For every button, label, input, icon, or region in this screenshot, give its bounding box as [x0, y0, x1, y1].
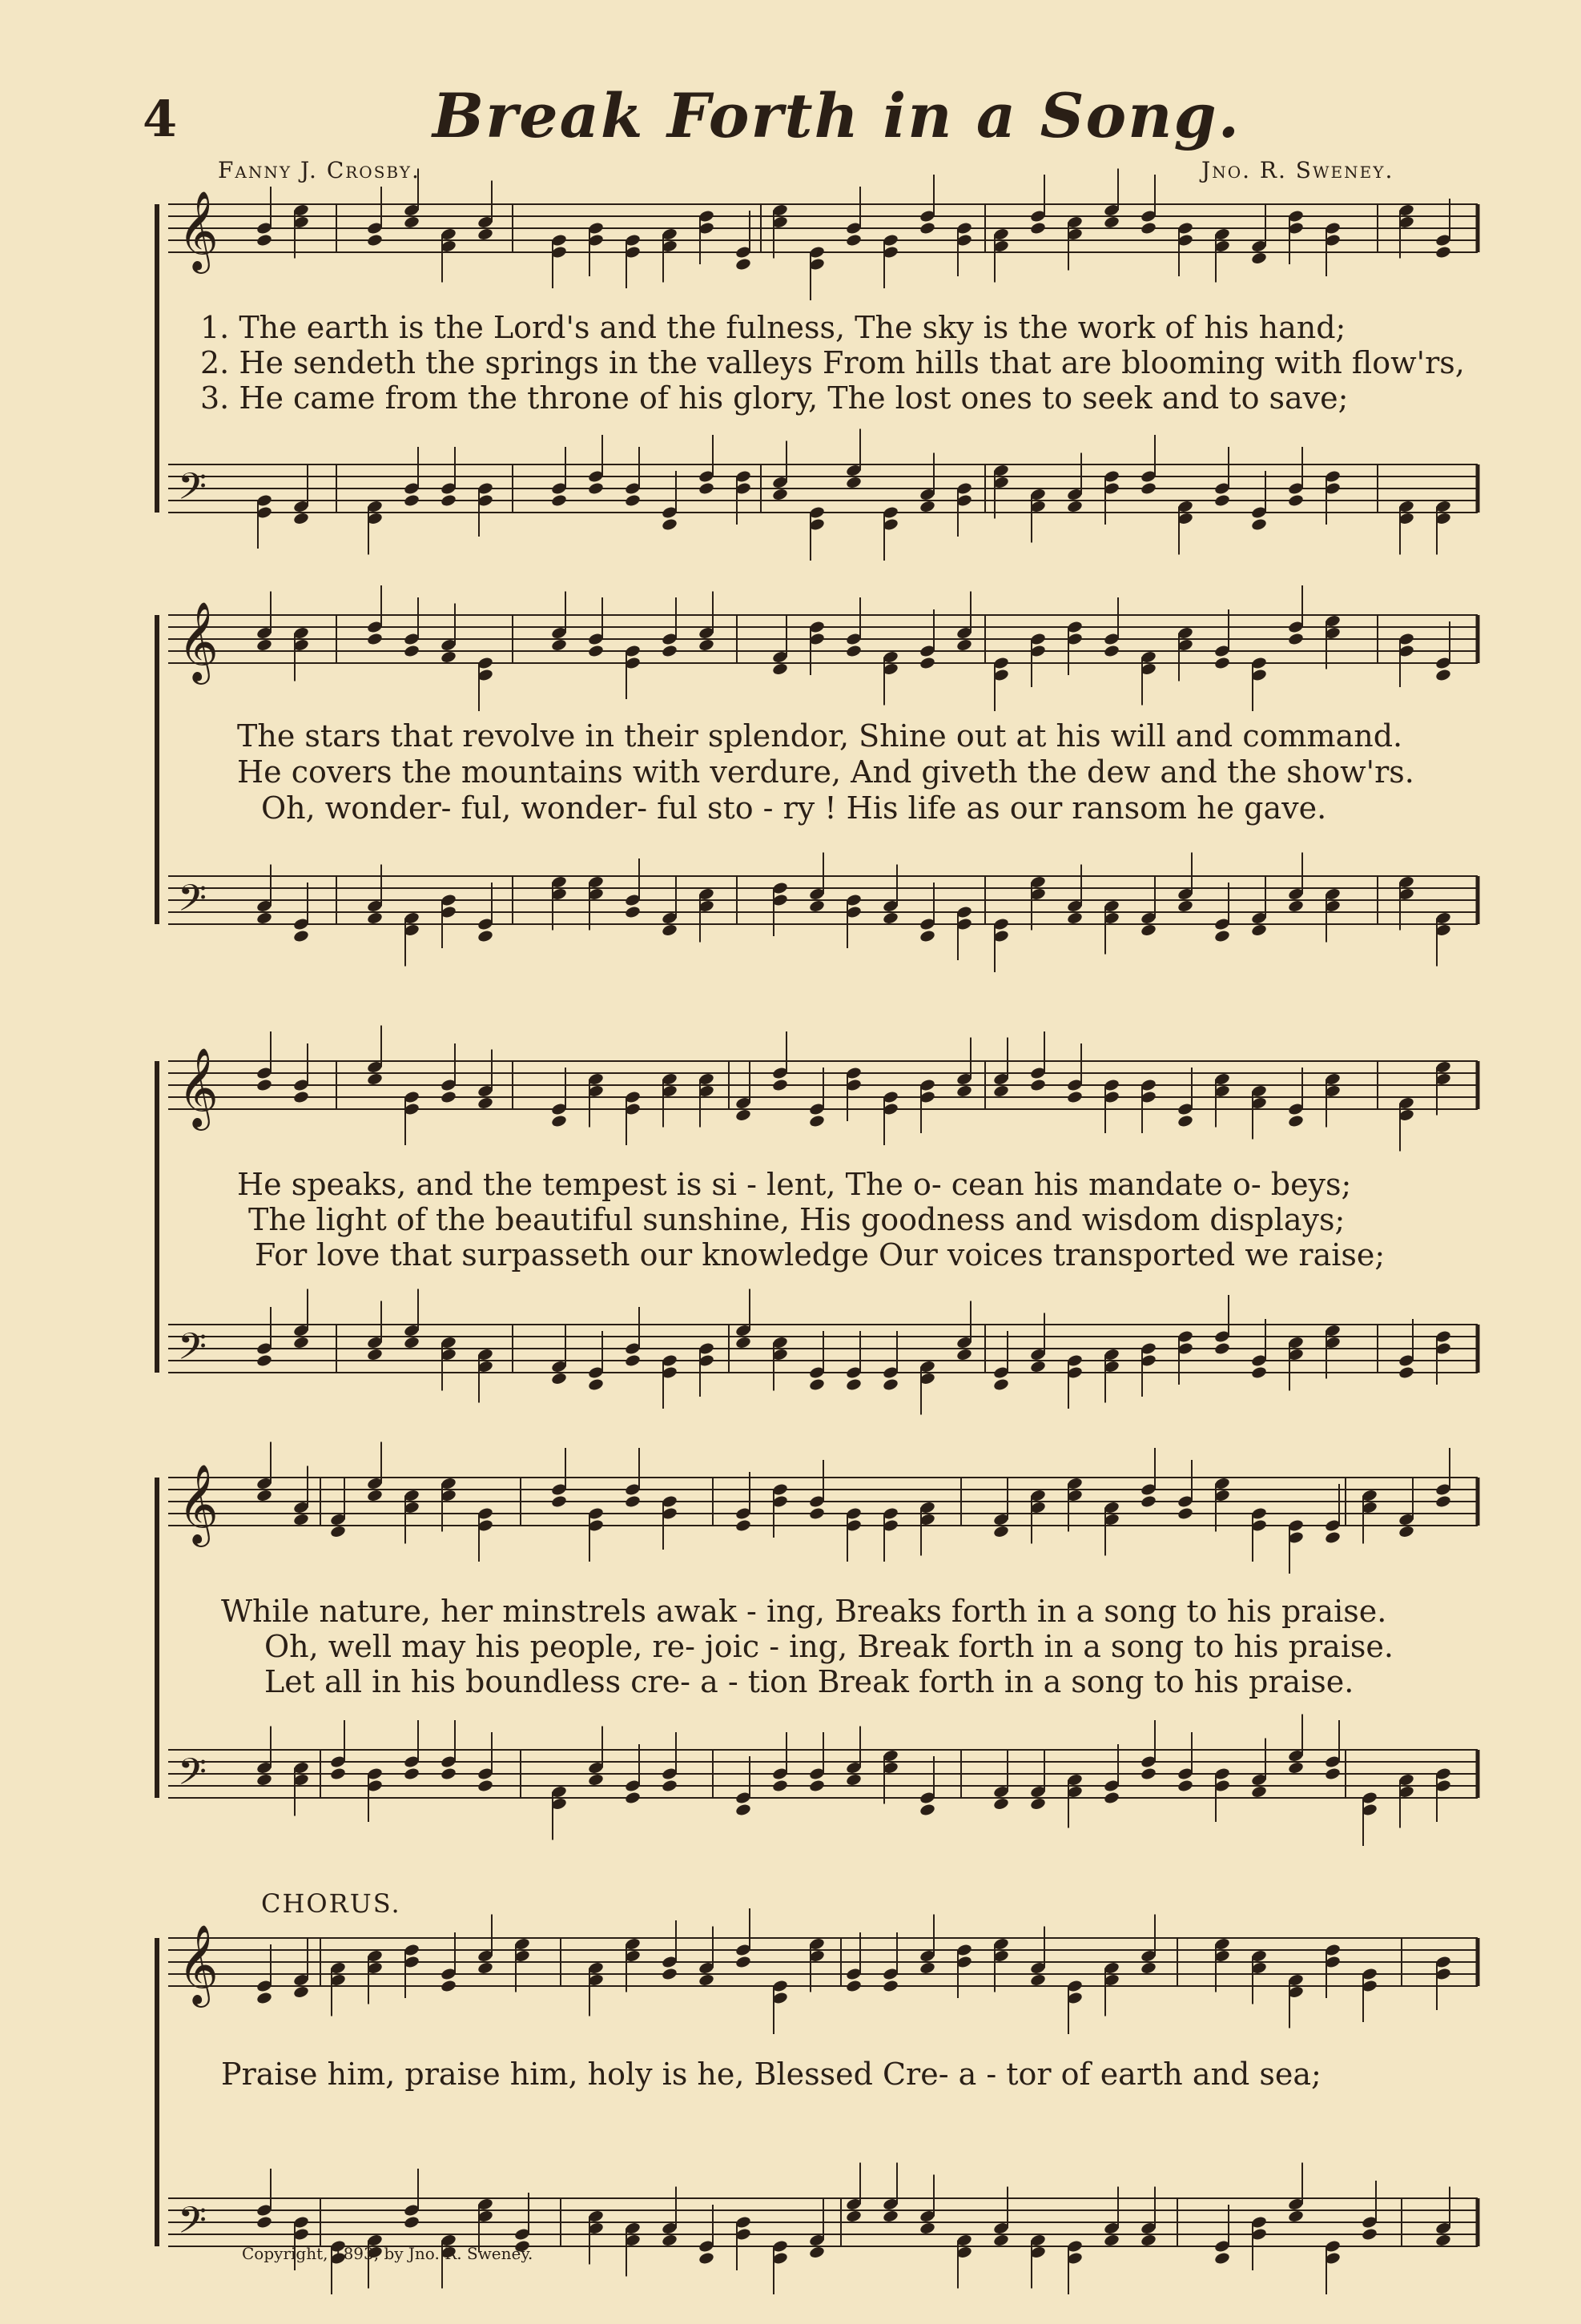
note-head — [771, 662, 788, 676]
note-head — [698, 481, 714, 495]
note-head — [955, 638, 972, 652]
note-head — [1177, 1779, 1193, 1792]
note-head — [1434, 245, 1451, 259]
note-head — [1434, 668, 1451, 682]
note-head — [882, 2209, 899, 2223]
note-head — [1398, 1525, 1414, 1538]
note-head — [845, 644, 862, 657]
note-head — [1287, 632, 1304, 645]
treble-clef: 𝄞 — [178, 1464, 219, 1544]
note-head — [624, 1494, 641, 1508]
note-head — [1250, 1785, 1267, 1799]
note-head — [919, 656, 935, 669]
note-head — [845, 1773, 862, 1787]
note-head — [1140, 481, 1157, 495]
note-head — [440, 1979, 457, 1992]
bass-clef: 𝄢 — [178, 877, 207, 929]
note-head — [624, 1791, 641, 1804]
note-head — [1177, 899, 1193, 913]
bass-clef: 𝄢 — [178, 465, 207, 517]
note-head — [992, 1377, 1009, 1391]
stanza-system-1-line-2: 2. He sendeth the springs in the valleys From hills that are blooming with flow'rs, — [200, 345, 1465, 380]
treble-clef: 𝄞 — [178, 601, 219, 682]
note-head — [477, 227, 493, 241]
note-head — [1287, 1761, 1304, 1775]
page-number: 4 — [143, 90, 178, 148]
note-head — [329, 1525, 346, 1538]
note-head — [734, 1803, 751, 1816]
note-head — [1140, 923, 1157, 937]
note-head — [1103, 2234, 1120, 2247]
note-head — [292, 929, 309, 943]
note-head — [1140, 221, 1157, 235]
note-head — [624, 905, 641, 919]
note-head — [587, 481, 604, 495]
note-head — [734, 1108, 751, 1122]
note-head — [661, 644, 678, 657]
note-head — [366, 632, 383, 645]
note-head — [292, 1090, 309, 1104]
note-head — [403, 493, 420, 507]
note-head — [771, 488, 788, 501]
note-head — [550, 493, 567, 507]
note-head — [403, 644, 420, 657]
note-head — [698, 1973, 714, 1987]
note-head — [771, 1078, 788, 1092]
treble-clef: 𝄞 — [178, 191, 219, 271]
note-head — [771, 1779, 788, 1792]
note-head — [1177, 1506, 1193, 1520]
note-head — [255, 1773, 272, 1787]
note-head — [734, 1955, 751, 1968]
note-head — [366, 911, 383, 925]
note-head — [919, 500, 935, 513]
note-head — [992, 2234, 1009, 2247]
note-head — [661, 2234, 678, 2247]
note-head — [292, 1985, 309, 1999]
note-head — [624, 493, 641, 507]
note-head — [477, 1961, 493, 1975]
note-head — [440, 493, 457, 507]
note-head — [1103, 215, 1120, 229]
note-head — [1434, 2234, 1451, 2247]
stanza-system-3-line-3: For love that surpasseth our knowledge Our voices transported we raise; — [255, 1237, 1386, 1273]
note-head — [992, 1525, 1009, 1538]
note-head — [661, 1967, 678, 1980]
note-head — [955, 1348, 972, 1361]
lyricist: Fanny J. Crosby. — [218, 157, 420, 183]
note-head — [808, 1506, 825, 1520]
note-head — [1140, 2234, 1157, 2247]
stanza-system-2-line-2: He covers the mountains with verdure, And giveth the dew and the show'rs. — [237, 754, 1414, 790]
treble-clef: 𝄞 — [178, 1924, 219, 2004]
note-head — [1287, 493, 1304, 507]
note-head — [808, 1114, 825, 1128]
note-head — [1066, 500, 1083, 513]
note-head — [550, 1114, 567, 1128]
note-head — [255, 1991, 272, 2004]
note-head — [1250, 251, 1267, 265]
note-head — [882, 1979, 899, 1992]
note-head — [440, 1090, 457, 1104]
note-head — [1324, 1530, 1341, 1544]
note-head — [550, 1372, 567, 1385]
note-head — [292, 512, 309, 525]
note-head — [1434, 1494, 1451, 1508]
note-head — [440, 650, 457, 664]
note-head — [808, 1377, 825, 1391]
note-head — [403, 2215, 420, 2229]
note-head — [734, 1336, 751, 1349]
note-head — [366, 1489, 383, 1502]
note-head — [1213, 656, 1230, 669]
note-head — [366, 1348, 383, 1361]
note-head — [255, 638, 272, 652]
note-head — [587, 1377, 604, 1391]
note-head — [1250, 923, 1267, 937]
note-head — [698, 2251, 714, 2265]
note-head — [1029, 221, 1046, 235]
note-head — [366, 233, 383, 247]
note-head — [550, 1494, 567, 1508]
note-head — [1250, 1365, 1267, 1379]
note-head — [1250, 517, 1267, 531]
note-head — [919, 221, 935, 235]
note-head — [1029, 1078, 1046, 1092]
note-head — [403, 1767, 420, 1780]
note-head — [403, 215, 420, 229]
note-head — [1287, 2209, 1304, 2223]
note-head — [1324, 1767, 1341, 1780]
note-head — [1029, 1973, 1046, 1987]
note-head — [734, 1518, 751, 1532]
note-head — [1140, 1494, 1157, 1508]
hymn-title: Break Forth in a Song. — [432, 80, 1241, 151]
note-head — [882, 911, 899, 925]
stanza-system-4-line-2: Oh, well may his people, re- joic - ing, Break forth in a song to his praise. — [264, 1629, 1394, 1664]
note-head — [845, 1979, 862, 1992]
note-head — [477, 1779, 493, 1792]
note-head — [329, 1767, 346, 1780]
note-head — [808, 1779, 825, 1792]
note-head — [292, 1336, 309, 1349]
copyright-notice: Copyright, 1893, by Jno. R. Sweney. — [242, 2244, 533, 2263]
note-head — [1029, 1797, 1046, 1811]
note-head — [255, 1353, 272, 1367]
note-head — [587, 1773, 604, 1787]
note-head — [1213, 929, 1230, 943]
note-head — [919, 929, 935, 943]
note-head — [255, 233, 272, 247]
note-head — [734, 257, 751, 271]
note-head — [255, 2215, 272, 2229]
note-head — [1398, 1365, 1414, 1379]
note-head — [1287, 899, 1304, 913]
note-head — [587, 644, 604, 657]
note-head — [1213, 1341, 1230, 1355]
note-head — [255, 911, 272, 925]
note-head — [477, 1096, 493, 1110]
note-head — [292, 1513, 309, 1526]
note-head — [440, 1767, 457, 1780]
note-head — [661, 517, 678, 531]
note-head — [550, 638, 567, 652]
stanza-system-1-line-3: 3. He came from the throne of his glory, The lost ones to seek and to save; — [200, 380, 1349, 416]
chorus-label: CHORUS. — [261, 1888, 401, 1919]
note-head — [366, 1072, 383, 1086]
note-head — [919, 1803, 935, 1816]
note-head — [1140, 1767, 1157, 1780]
composer: Jno. R. Sweney. — [1201, 157, 1394, 183]
note-head — [1066, 911, 1083, 925]
note-head — [808, 2246, 825, 2259]
stanza-system-3-line-1: He speaks, and the tempest is si - lent, The o- cean his mandate o- beys; — [237, 1167, 1352, 1202]
bass-clef: 𝄢 — [178, 2199, 207, 2251]
note-head — [845, 1377, 862, 1391]
note-head — [882, 1377, 899, 1391]
note-head — [255, 1078, 272, 1092]
bass-clef: 𝄢 — [178, 1325, 207, 1377]
note-head — [845, 476, 862, 489]
stanza-system-2-line-1: The stars that revolve in their splendor, Shine out at his will and command. — [237, 718, 1403, 754]
note-head — [992, 1084, 1009, 1098]
note-head — [1029, 1360, 1046, 1373]
note-head — [919, 1961, 935, 1975]
note-head — [992, 1797, 1009, 1811]
note-head — [1177, 1114, 1193, 1128]
note-head — [1066, 1090, 1083, 1104]
note-head — [661, 1779, 678, 1792]
note-head — [477, 929, 493, 943]
chorus-lyric-line: Praise him, praise him, holy is he, Blessed Cre- a - tor of earth and sea; — [221, 2057, 1322, 2092]
note-head — [1361, 2227, 1378, 2241]
note-head — [1213, 493, 1230, 507]
note-head — [698, 638, 714, 652]
note-head — [808, 899, 825, 913]
stanza-system-1-line-1: 1. The earth is the Lord's and the fulness, The sky is the work of his hand; — [200, 310, 1346, 345]
note-head — [255, 1489, 272, 1502]
note-head — [919, 2221, 935, 2235]
note-head — [1140, 1961, 1157, 1975]
stanza-system-3-line-2: The light of the beautiful sunshine, His goodness and wisdom displays; — [248, 1202, 1346, 1237]
stanza-system-4-line-3: Let all in his boundless cre- a - tion Break forth in a song to his praise. — [264, 1664, 1354, 1699]
bass-clef: 𝄢 — [178, 1751, 207, 1803]
note-head — [403, 1336, 420, 1349]
note-head — [1103, 644, 1120, 657]
stanza-system-2-line-3: Oh, wonder- ful, wonder- ful sto - ry ! His life as our ransom he gave. — [261, 790, 1327, 826]
note-head — [624, 1353, 641, 1367]
note-head — [661, 923, 678, 937]
note-head — [845, 2209, 862, 2223]
note-head — [1213, 2251, 1230, 2265]
note-head — [1103, 1791, 1120, 1804]
note-head — [845, 233, 862, 247]
note-head — [1287, 1114, 1304, 1128]
note-head — [955, 1084, 972, 1098]
stanza-system-4-line-1: While nature, her minstrels awak - ing, Breaks forth in a song to his praise. — [221, 1594, 1387, 1629]
treble-clef: 𝄞 — [178, 1047, 219, 1128]
